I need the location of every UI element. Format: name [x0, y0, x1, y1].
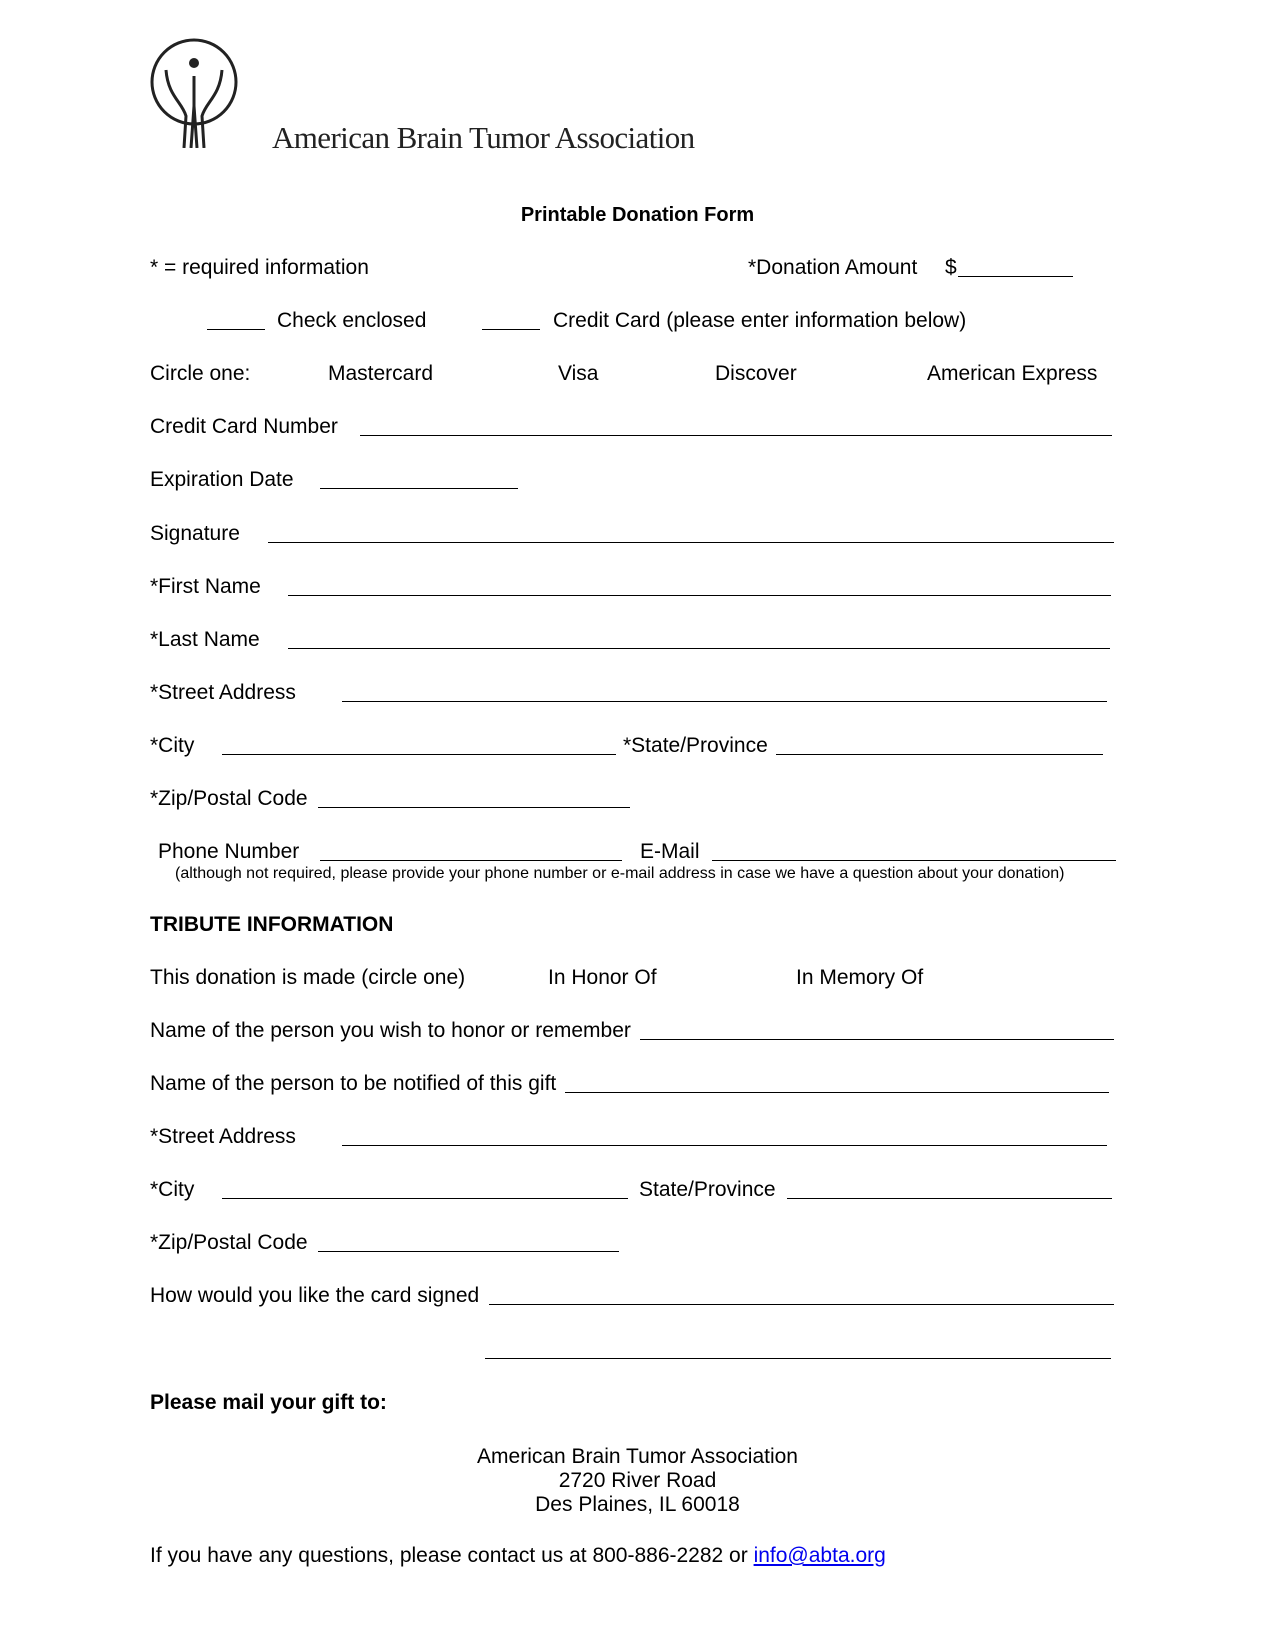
- notify-field[interactable]: [565, 1092, 1109, 1093]
- card-signed-field[interactable]: [489, 1304, 1114, 1305]
- city-label: *City: [150, 734, 195, 757]
- card-type-american-express[interactable]: American Express: [927, 362, 1098, 385]
- tribute-street-field[interactable]: [342, 1145, 1107, 1146]
- credit-card-label: Credit Card (please enter information below): [553, 309, 967, 332]
- donation-made-label: This donation is made (circle one): [150, 966, 466, 989]
- honoree-label: Name of the person you wish to honor or remember: [150, 1019, 631, 1042]
- phone-label: Phone Number: [158, 840, 300, 863]
- donation-amount-field[interactable]: [958, 276, 1073, 277]
- expiration-field[interactable]: [320, 488, 518, 489]
- abta-tree-figure-icon: [148, 36, 240, 148]
- mail-address-line2: 2720 River Road: [558, 1469, 717, 1492]
- donation-currency: $: [945, 256, 957, 279]
- cc-number-label: Credit Card Number: [150, 415, 338, 438]
- org-logo-wordmark: American Brain Tumor Association: [272, 120, 695, 155]
- contact-text: If you have any questions, please contact us at 800-886-2282 or: [150, 1544, 748, 1567]
- email-field[interactable]: [712, 860, 1116, 861]
- tribute-heading: TRIBUTE INFORMATION: [150, 913, 394, 936]
- street-address-label: *Street Address: [150, 681, 296, 704]
- card-type-mastercard[interactable]: Mastercard: [328, 362, 434, 385]
- phone-field[interactable]: [320, 860, 622, 861]
- donation-amount-label: *Donation Amount: [748, 256, 918, 279]
- signature-field[interactable]: [268, 542, 1114, 543]
- tribute-city-field[interactable]: [222, 1198, 628, 1199]
- contact-note: (although not required, please provide your phone number or e-mail address in case we have a question about your donation): [175, 865, 1065, 882]
- mail-address-line3: Des Plaines, IL 60018: [535, 1493, 740, 1516]
- card-signed-label: How would you like the card signed: [150, 1284, 480, 1307]
- cc-number-field[interactable]: [360, 435, 1112, 436]
- card-signed-field-line2[interactable]: [485, 1358, 1111, 1359]
- mail-heading: Please mail your gift to:: [150, 1391, 387, 1414]
- last-name-field[interactable]: [288, 648, 1110, 649]
- tribute-state-label: State/Province: [639, 1178, 776, 1201]
- expiration-label: Expiration Date: [150, 468, 294, 491]
- first-name-field[interactable]: [288, 595, 1111, 596]
- signature-label: Signature: [150, 522, 240, 545]
- tribute-street-label: *Street Address: [150, 1125, 296, 1148]
- first-name-label: *First Name: [150, 575, 261, 598]
- contact-line: [150, 1545, 886, 1566]
- tribute-zip-label: *Zip/Postal Code: [150, 1231, 308, 1254]
- zip-label: *Zip/Postal Code: [150, 787, 308, 810]
- card-type-discover[interactable]: Discover: [715, 362, 797, 385]
- tribute-state-field[interactable]: [787, 1198, 1112, 1199]
- state-label: *State/Province: [623, 734, 768, 757]
- check-enclosed-blank[interactable]: [207, 329, 265, 330]
- credit-card-blank[interactable]: [482, 329, 540, 330]
- zip-field[interactable]: [318, 807, 630, 808]
- in-memory-of-option[interactable]: In Memory Of: [796, 966, 924, 989]
- state-field[interactable]: [776, 754, 1103, 755]
- email-label: E-Mail: [640, 840, 700, 863]
- mail-address: [0, 1445, 1275, 1517]
- required-note: * = required information: [150, 256, 369, 279]
- street-address-field[interactable]: [342, 701, 1107, 702]
- in-honor-of-option[interactable]: In Honor Of: [548, 966, 657, 989]
- city-field[interactable]: [222, 754, 616, 755]
- last-name-label: *Last Name: [150, 628, 260, 651]
- check-enclosed-label: Check enclosed: [277, 309, 427, 332]
- tribute-city-label: *City: [150, 1178, 195, 1201]
- mail-address-line1: American Brain Tumor Association: [477, 1445, 798, 1468]
- notify-label: Name of the person to be notified of this gift: [150, 1072, 557, 1095]
- tribute-zip-field[interactable]: [318, 1251, 619, 1252]
- contact-email-link[interactable]: info@abta.org: [753, 1544, 886, 1567]
- card-type-visa[interactable]: Visa: [558, 362, 599, 385]
- honoree-field[interactable]: [640, 1039, 1114, 1040]
- circle-one-label: Circle one:: [150, 362, 251, 385]
- page-title: Printable Donation Form: [520, 204, 755, 226]
